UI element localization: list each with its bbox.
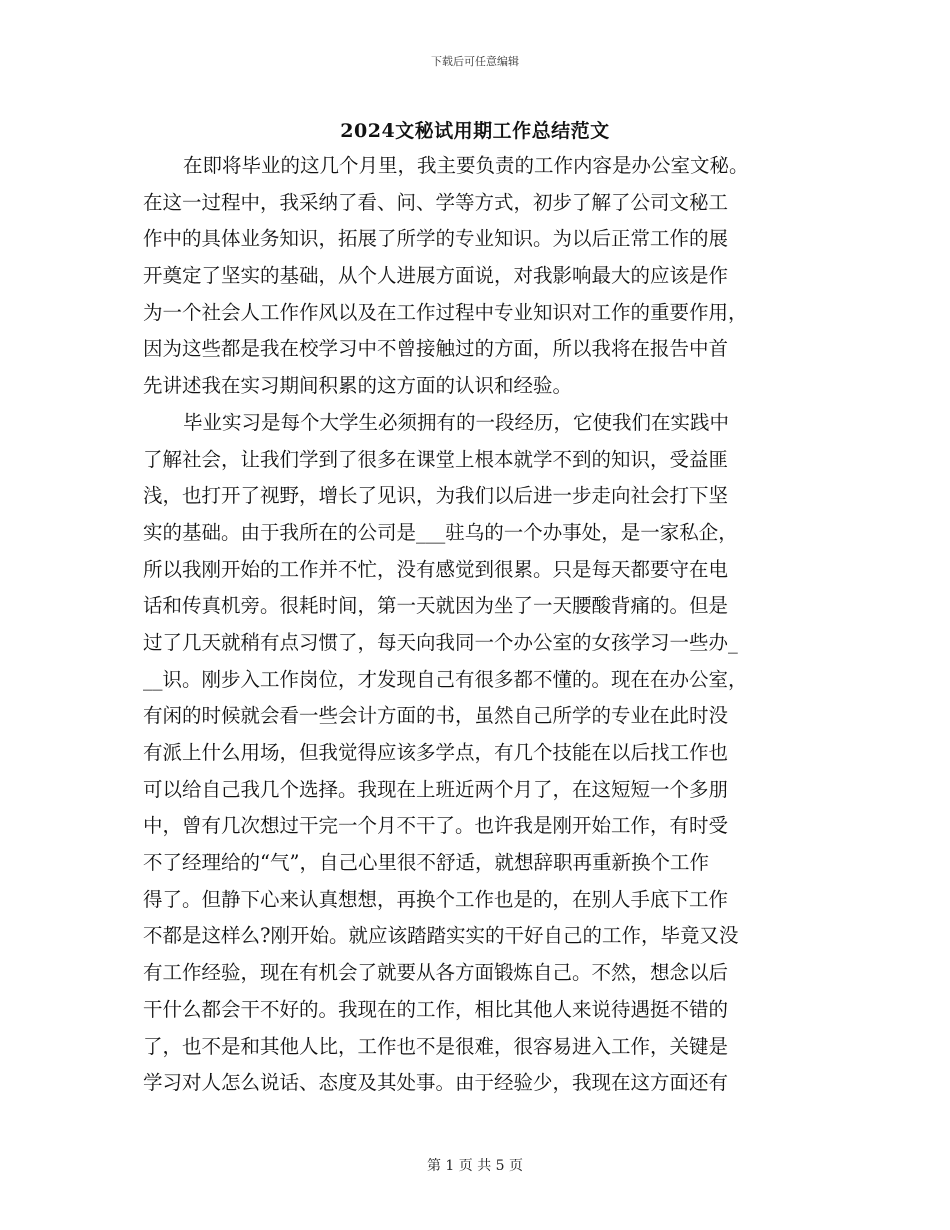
text-line: 不都是这样么?刚开始。就应该踏踏实实的干好自己的工作，毕竟又没: [143, 924, 739, 948]
text-line: 先讲述我在实习期间积累的这方面的认识和经验。: [143, 374, 573, 398]
text-line: 过了几天就稍有点习惯了，每天向我同一个办公室的女孩学习一些办_: [143, 630, 738, 654]
text-line: 为一个社会人工作作风以及在工作过程中专业知识对工作的重要作用，: [143, 300, 748, 324]
text-line: 浅，也打开了视野，增长了见识，为我们以后进一步走向社会打下坚: [143, 484, 729, 508]
text-line: 干什么都会干不好的。我现在的工作，相比其他人来说待遇挺不错的: [143, 997, 729, 1021]
text-line: 了解社会，让我们学到了很多在课堂上根本就学不到的知识，受益匪: [143, 447, 729, 471]
text-line: 因为这些都是我在校学习中不曾接触过的方面，所以我将在报告中首: [143, 337, 729, 361]
text-line: 中，曾有几次想过干完一个月不干了。也许我是刚开始工作，有时受: [143, 814, 729, 838]
text-line: 得了。但静下心来认真想想，再换个工作也是的，在别人手底下工作: [143, 887, 729, 911]
text-line: 在即将毕业的这几个月里，我主要负责的工作内容是办公室文秘。: [183, 154, 749, 177]
text-line: 可以给自己我几个选择。我现在上班近两个月了，在这短短一个多朋: [143, 777, 729, 801]
text-line: 不了经理给的“气”，自己心里很不舒适，就想辞职再重新换个工作: [143, 851, 709, 875]
text-line: 有派上什么用场，但我觉得应该多学点，有几个技能在以后找工作也: [143, 741, 729, 764]
text-line: 有工作经验，现在有机会了就要从各方面锻炼自己。不然，想念以后: [143, 961, 729, 985]
text-line: 开奠定了坚实的基础，从个人进展方面说，对我影响最大的应该是作: [143, 264, 729, 288]
text-line: __识。刚步入工作岗位，才发现自己有很多都不懂的。现在在办公室，: [143, 667, 748, 691]
page-number-footer: 第 1 页 共 5 页: [426, 1158, 524, 1174]
text-line: 作中的具体业务知识，拓展了所学的专业知识。为以后正常工作的展: [143, 227, 729, 251]
text-line: 了，也不是和其他人比，工作也不是很难，很容易进入工作，关键是: [143, 1034, 729, 1058]
text-line: 毕业实习是每个大学生必须拥有的一段经历，它使我们在实践中: [183, 410, 730, 434]
text-line: 学习对人怎么说话、态度及其处事。由于经验少，我现在这方面还有: [143, 1071, 729, 1095]
document-title: 2024文秘试用期工作总结范文: [340, 120, 610, 142]
text-line: 在这一过程中，我采纳了看、问、学等方式，初步了解了公司文秘工: [143, 190, 729, 214]
text-line: 所以我刚开始的工作并不忙，没有感觉到很累。只是每天都要守在电: [143, 557, 729, 581]
text-line: 话和传真机旁。很耗时间，第一天就因为坐了一天腰酸背痛的。但是: [143, 594, 729, 618]
text-line: 有闲的时候就会看一些会计方面的书，虽然自己所学的专业在此时没: [143, 704, 729, 728]
text-line: 实的基础。由于我所在的公司是___驻乌的一个办事处，是一家私企，: [143, 520, 738, 544]
header-note: 下载后可任意编辑: [431, 55, 519, 68]
document-body: [143, 148, 809, 1102]
